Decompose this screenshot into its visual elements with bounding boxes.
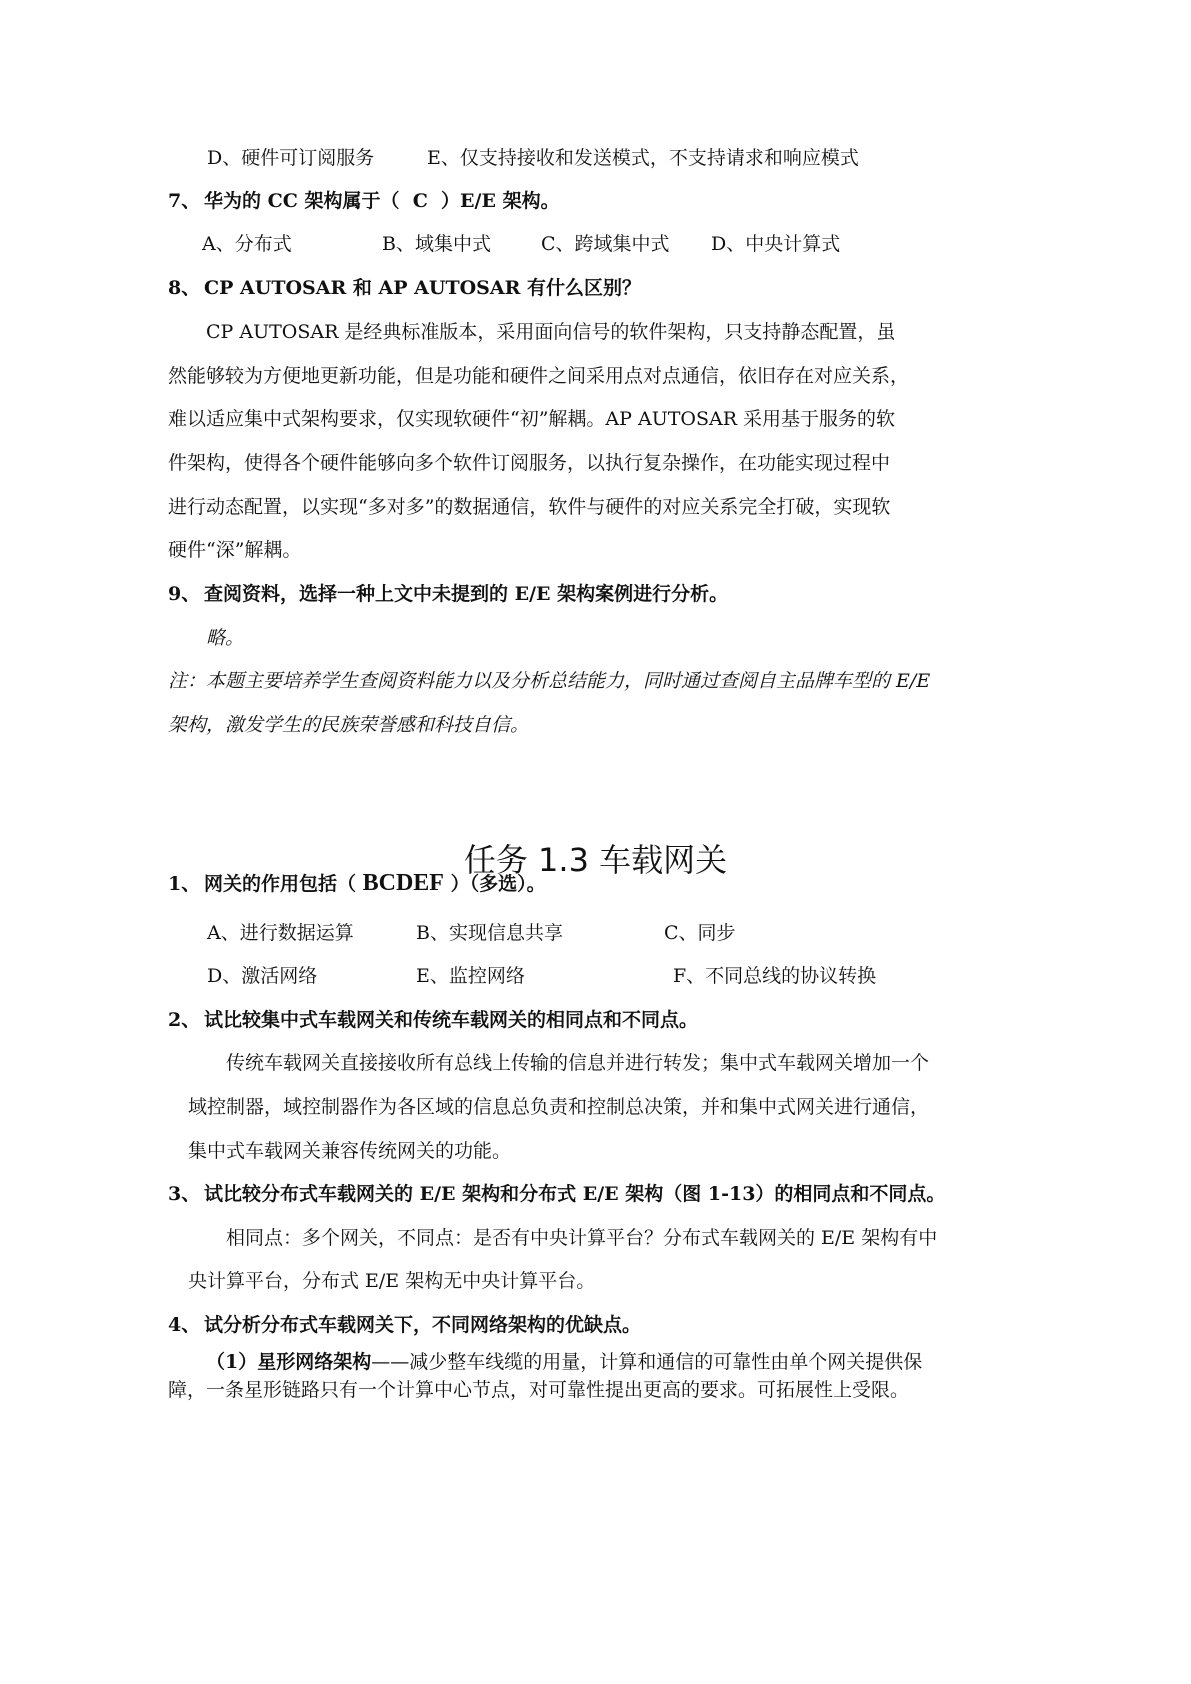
question-9 — [168, 581, 1191, 607]
task-question-2 — [168, 1007, 1191, 1033]
question-text-pre: 网关的作用包括（ — [204, 873, 363, 895]
q8-answer-line: 进行动态配置，以实现“多对多”的数据通信，软件与硬件的对应关系完全打破，实现软 — [168, 496, 891, 518]
question-text: 查阅资料，选择一种上文中未提到的 E/E 架构案例进行分析。 — [204, 583, 729, 605]
task-question-3 — [168, 1181, 1191, 1207]
t1-option-b: B、实现信息共享 — [416, 922, 563, 944]
question-number: 1、 — [168, 873, 201, 895]
t1-option-e: E、监控网络 — [416, 965, 525, 987]
q7-option-b: B、域集中式 — [382, 233, 491, 255]
t3-answer-line: 央计算平台，分布式 E/E 架构无中央计算平台。 — [188, 1270, 596, 1292]
question-number: 7、 — [168, 190, 201, 212]
q8-answer-line: CP AUTOSAR 是经典标准版本，采用面向信号的软件架构，只支持静态配置，虽 — [206, 321, 896, 343]
answer-text: ——减少整车线缆的用量，计算和通信的可靠性由单个网关提供保 — [371, 1351, 923, 1373]
t4-answer-line: 障，一条星形链路只有一个计算中心节点，对可靠性提出更高的要求。可拓展性上受限。 — [168, 1379, 910, 1401]
q8-answer-line: 硬件“深”解耦。 — [168, 539, 302, 561]
question-8 — [168, 275, 1191, 301]
t1-option-c: C、同步 — [664, 922, 736, 944]
t2-answer-line: 传统车载网关直接接收所有总线上传输的信息并进行转发；集中式车载网关增加一个 — [226, 1052, 930, 1074]
q8-answer-line: 件架构，使得各个硬件能够向多个软件订阅服务，以执行复杂操作，在功能实现过程中 — [168, 452, 891, 474]
q9-note-line: 架构，激发学生的民族荣誉感和科技自信。 — [168, 714, 530, 736]
t1-option-a: A、进行数据运算 — [207, 922, 354, 944]
q7-option-c: C、跨域集中式 — [541, 233, 670, 255]
question-text: 试比较集中式车载网关和传统车载网关的相同点和不同点。 — [204, 1009, 699, 1031]
question-text: 华为的 CC 架构属于（ C ）E/E 架构。 — [204, 190, 560, 212]
t2-answer-line: 域控制器，域控制器作为各区域的信息总负责和控制总决策，并和集中式网关进行通信， — [188, 1096, 930, 1118]
answer-heading: （1）星形网络架构 — [206, 1351, 372, 1373]
question-number: 2、 — [168, 1009, 201, 1031]
q6-option-e: E、仅支持接收和发送模式，不支持请求和响应模式 — [427, 147, 859, 169]
question-number: 8、 — [168, 277, 201, 299]
t1-option-f: F、不同总线的协议转换 — [673, 965, 877, 987]
q9-answer: 略。 — [206, 627, 245, 649]
q7-option-d: D、中央计算式 — [711, 233, 841, 255]
task-question-1 — [168, 868, 1191, 899]
question-text: 试比较分布式车载网关的 E/E 架构和分布式 E/E 架构（图 1-13）的相同点和不同点。 — [204, 1183, 946, 1205]
t4-answer-line — [206, 1349, 1191, 1375]
question-text: 试分析分布式车载网关下，不同网络架构的优缺点。 — [204, 1314, 642, 1336]
question-text-post: ）（多选）。 — [443, 873, 546, 895]
question-number: 9、 — [168, 583, 201, 605]
t1-option-d: D、激活网络 — [207, 965, 318, 987]
q7-option-a: A、分布式 — [202, 233, 292, 255]
question-number: 3、 — [168, 1183, 201, 1205]
q6-option-d: D、硬件可订阅服务 — [207, 147, 375, 169]
answer-letters: BCDEF — [362, 870, 444, 896]
question-text: CP AUTOSAR 和 AP AUTOSAR 有什么区别？ — [204, 277, 642, 299]
t2-answer-line: 集中式车载网关兼容传统网关的功能。 — [188, 1140, 512, 1162]
q8-answer-line: 难以适应集中式架构要求，仅实现软硬件“初”解耦。AP AUTOSAR 采用基于服务的软 — [168, 408, 896, 430]
question-7 — [168, 188, 1191, 214]
question-number: 4、 — [168, 1314, 201, 1336]
q9-note-line: 注：本题主要培养学生查阅资料能力以及分析总结能力，同时通过查阅自主品牌车型的 E/E — [168, 670, 931, 692]
task-question-4 — [168, 1312, 1191, 1338]
t3-answer-line: 相同点：多个网关，不同点：是否有中央计算平台？分布式车载网关的 E/E 架构有中 — [226, 1227, 938, 1249]
section-title: 任务 1.3 车载网关 — [463, 841, 728, 879]
q8-answer-line: 然能够较为方便地更新功能，但是功能和硬件之间采用点对点通信，依旧存在对应关系， — [168, 365, 910, 387]
